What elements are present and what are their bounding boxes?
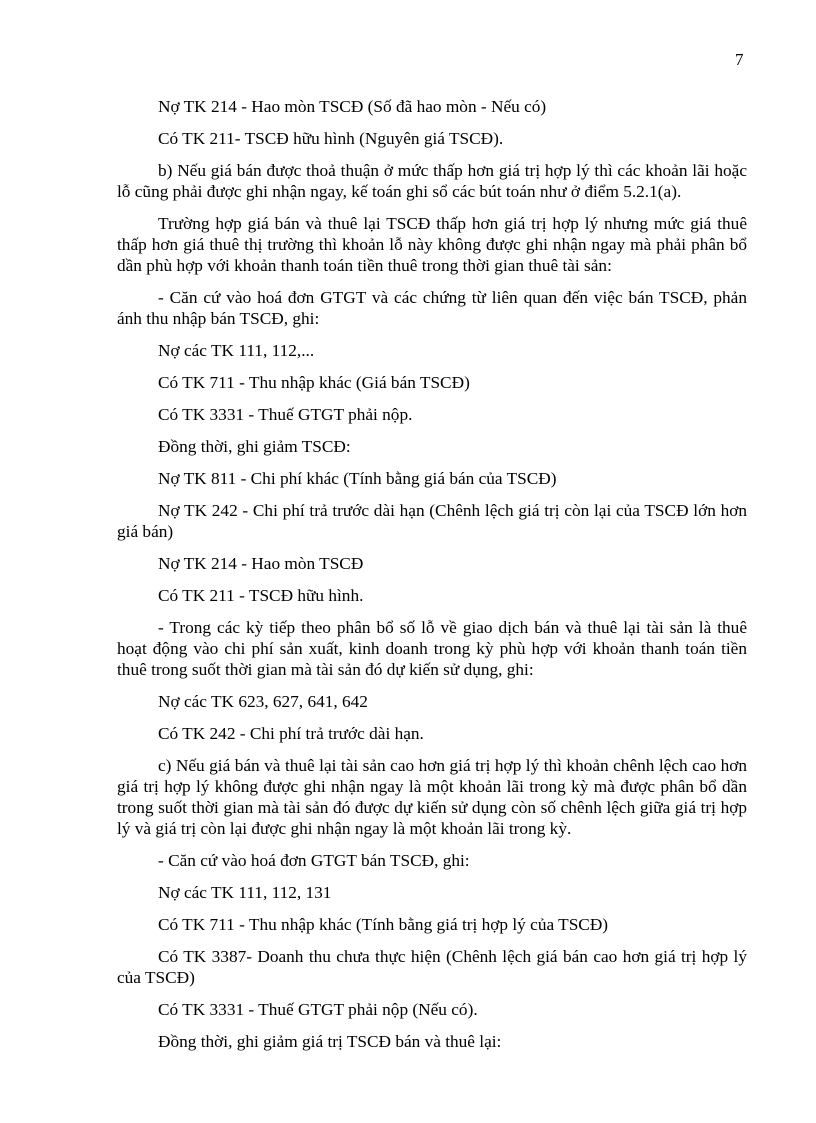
paragraph: Có TK 211- TSCĐ hữu hình (Nguyên giá TSCĐ). bbox=[158, 129, 504, 148]
paragraph: Có TK 242 - Chi phí trả trước dài hạn. bbox=[158, 724, 424, 743]
paragraph: Nợ TK 811 - Chi phí khác (Tính bằng giá bán của TSCĐ) bbox=[158, 469, 557, 488]
paragraph: b) Nếu giá bán được thoả thuận ở mức thấp hơn giá trị hợp lý thì các khoản lãi hoặc lỗ cũng phải được ghi nhận ngay, kế toán ghi sổ các bút toán như ở điểm 5.2.1(a). bbox=[117, 161, 747, 201]
paragraph: - Trong các kỳ tiếp theo phân bổ số lỗ về giao dịch bán và thuê lại tài sản là thuê hoạt động vào chi phí sản xuất, kinh doanh trong kỳ phù hợp với khoản thanh toán tiền thuê trong suốt thời gian mà tài sản đó dự kiến sử dụng, ghi: bbox=[117, 618, 747, 679]
paragraph: Có TK 3387- Doanh thu chưa thực hiện (Chênh lệch giá bán cao hơn giá trị hợp lý của TSCĐ) bbox=[117, 947, 747, 987]
paragraph: Nợ TK 214 - Hao mòn TSCĐ bbox=[158, 554, 364, 573]
paragraph: Đồng thời, ghi giảm TSCĐ: bbox=[158, 437, 351, 456]
paragraph: Trường hợp giá bán và thuê lại TSCĐ thấp hơn giá trị hợp lý nhưng mức giá thuê thấp hơn giá thuê thị trường thì khoản lỗ này không được ghi nhận ngay mà phải phân bổ dần phù hợp với khoản thanh toán tiền thuê trong thời gian thuê tài sản: bbox=[117, 214, 747, 275]
paragraph: Nợ TK 242 - Chi phí trả trước dài hạn (Chênh lệch giá trị còn lại của TSCĐ lớn hơn giá bán) bbox=[117, 501, 747, 541]
page-number: 7 bbox=[735, 50, 744, 69]
paragraph: Nợ các TK 623, 627, 641, 642 bbox=[158, 692, 368, 711]
paragraph: c) Nếu giá bán và thuê lại tài sản cao hơn giá trị hợp lý thì khoản chênh lệch cao hơn giá trị hợp lý không được ghi nhận ngay là một khoản lãi trong kỳ mà được phân bổ dần trong suốt thời gian mà tài sản đó được dự kiến sử dụng còn số chênh lệch giữa giá trị hợp lý và giá trị còn lại được ghi nhận ngay là một khoản lãi trong kỳ. bbox=[117, 756, 747, 838]
paragraph: Nợ các TK 111, 112,... bbox=[158, 341, 315, 360]
paragraph: Có TK 711 - Thu nhập khác (Tính bằng giá trị hợp lý của TSCĐ) bbox=[158, 915, 609, 934]
paragraph: Có TK 211 - TSCĐ hữu hình. bbox=[158, 586, 364, 605]
paragraph: Nợ TK 214 - Hao mòn TSCĐ (Số đã hao mòn - Nếu có) bbox=[158, 97, 547, 116]
paragraph: Nợ các TK 111, 112, 131 bbox=[158, 883, 332, 902]
paragraph: Có TK 711 - Thu nhập khác (Giá bán TSCĐ) bbox=[158, 373, 470, 392]
document-body bbox=[117, 96, 747, 1063]
paragraph: - Căn cứ vào hoá đơn GTGT và các chứng từ liên quan đến việc bán TSCĐ, phản ánh thu nhập bán TSCĐ, ghi: bbox=[117, 288, 747, 328]
paragraph: Có TK 3331 - Thuế GTGT phải nộp. bbox=[158, 405, 413, 424]
paragraph: - Căn cứ vào hoá đơn GTGT bán TSCĐ, ghi: bbox=[158, 851, 470, 870]
paragraph: Đồng thời, ghi giảm giá trị TSCĐ bán và thuê lại: bbox=[158, 1032, 502, 1051]
paragraph: Có TK 3331 - Thuế GTGT phải nộp (Nếu có). bbox=[158, 1000, 478, 1019]
